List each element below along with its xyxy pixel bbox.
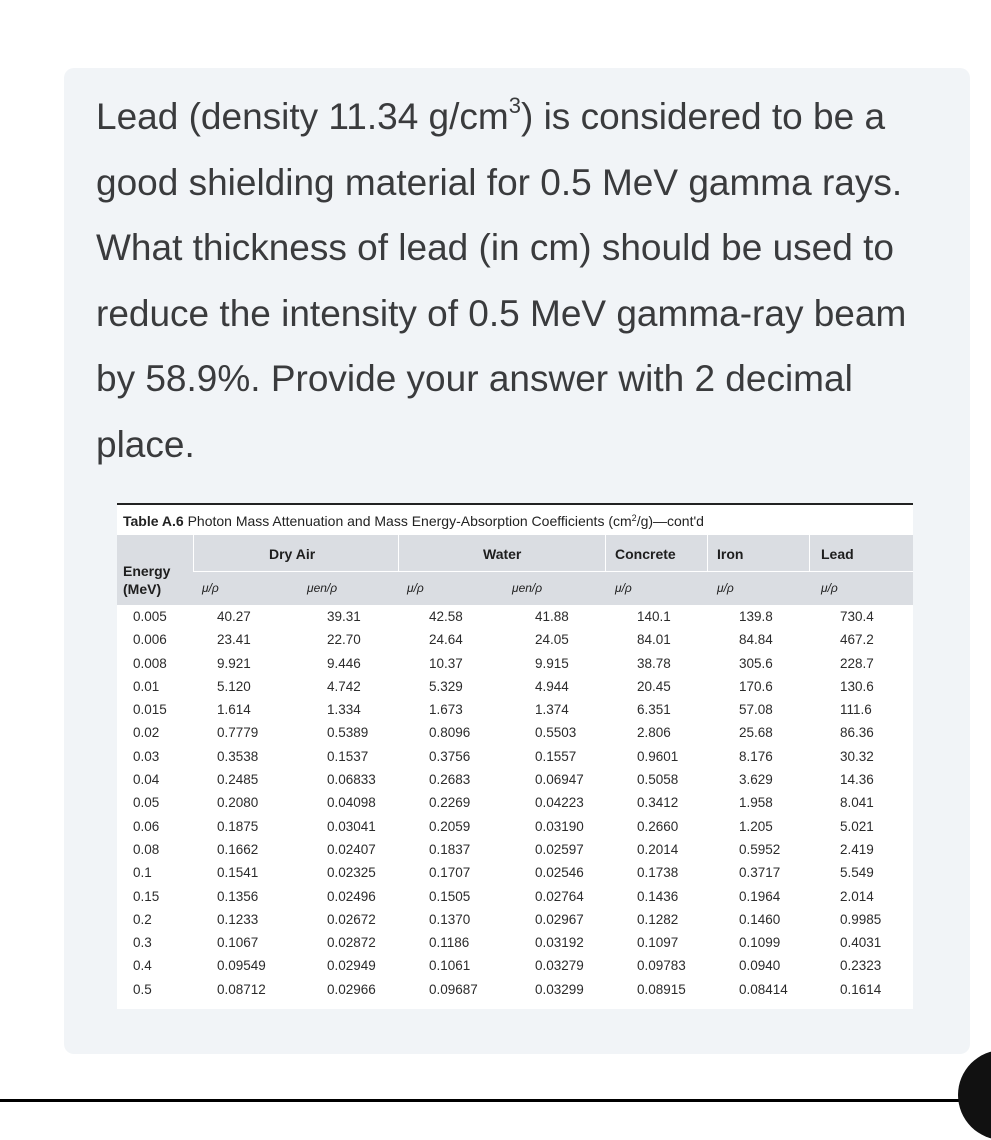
- cell-air-mu: 23.41: [217, 632, 251, 648]
- cell-water-mu: 0.1707: [429, 865, 471, 881]
- cell-water-muen: 0.5503: [535, 725, 577, 741]
- table-row: [117, 630, 913, 653]
- cell-energy: 0.006: [133, 632, 167, 648]
- cell-iron-mu: 57.08: [739, 702, 773, 718]
- cell-water-muen: 0.02764: [535, 888, 584, 904]
- cell-energy: 0.01: [133, 678, 160, 694]
- cell-air-muen: 0.1537: [327, 748, 369, 764]
- energy-unit-header: (MeV): [123, 581, 162, 597]
- table-caption-label: Table A.6: [123, 513, 184, 529]
- question-text-start: Lead (density 11.34 g/cm: [96, 96, 509, 137]
- cell-water-muen: 4.944: [535, 678, 569, 694]
- cell-concrete-mu: 0.1738: [637, 865, 679, 881]
- cell-water-mu: 24.64: [429, 632, 463, 648]
- cell-air-mu: 0.2080: [217, 795, 259, 811]
- cell-iron-mu: 1.958: [739, 795, 773, 811]
- cell-energy: 0.5: [133, 981, 152, 997]
- cell-air-muen: 0.02496: [327, 888, 376, 904]
- cell-energy: 0.3: [133, 935, 152, 951]
- cell-air-mu: 0.3538: [217, 748, 259, 764]
- cell-air-muen: 9.446: [327, 655, 361, 671]
- corner-shape: [958, 1050, 991, 1140]
- question-superscript: 3: [508, 93, 521, 118]
- cell-water-muen: 9.915: [535, 655, 569, 671]
- cell-water-muen: 0.02597: [535, 841, 584, 857]
- cell-air-mu: 0.1662: [217, 841, 259, 857]
- cell-air-mu: 0.1541: [217, 865, 259, 881]
- cell-concrete-mu: 0.5058: [637, 772, 679, 788]
- cell-concrete-mu: 0.1436: [637, 888, 679, 904]
- cell-iron-mu: 0.08414: [739, 981, 788, 997]
- cell-energy: 0.05: [133, 795, 160, 811]
- group-header-iron: Iron: [717, 546, 744, 562]
- cell-air-muen: 0.06833: [327, 772, 376, 788]
- question-text-rest: ) is considered to be a good shielding material for 0.5 MeV gamma rays. What thickness of lead (in cm) should be used to reduce the intensity of 0.5 MeV gamma-ray beam by 58.9%. Provide your answer with 2 decimal place.: [96, 96, 907, 465]
- cell-concrete-mu: 140.1: [637, 609, 671, 624]
- cell-concrete-mu: 38.78: [637, 655, 671, 671]
- cell-iron-mu: 170.6: [739, 678, 773, 694]
- subheader-iron-mu: μ/ρ: [717, 581, 734, 595]
- cell-air-mu: 0.1875: [217, 818, 259, 834]
- cell-lead-mu: 5.021: [840, 818, 874, 834]
- cell-concrete-mu: 84.01: [637, 632, 671, 648]
- cell-air-muen: 0.02325: [327, 865, 376, 881]
- cell-lead-mu: 0.2323: [840, 958, 882, 974]
- cell-air-mu: 1.614: [217, 702, 251, 718]
- cell-air-mu: 0.1233: [217, 911, 259, 927]
- cell-water-mu: 5.329: [429, 678, 463, 694]
- cell-water-mu: 0.1370: [429, 911, 471, 927]
- cell-iron-mu: 8.176: [739, 748, 773, 764]
- cell-energy: 0.03: [133, 748, 160, 764]
- cell-iron-mu: 1.205: [739, 818, 773, 834]
- subheader-lead-mu: μ/ρ: [821, 581, 838, 595]
- table-caption-tail: /g)—cont'd: [636, 513, 704, 529]
- cell-water-muen: 0.04223: [535, 795, 584, 811]
- cell-concrete-mu: 20.45: [637, 678, 671, 694]
- cell-water-muen: 0.03299: [535, 981, 584, 997]
- cell-air-muen: 22.70: [327, 632, 361, 648]
- cell-lead-mu: 111.6: [840, 702, 872, 718]
- cell-energy: 0.04: [133, 772, 160, 788]
- cell-energy: 0.02: [133, 725, 160, 741]
- cell-concrete-mu: 0.1282: [637, 911, 679, 927]
- cell-air-muen: 39.31: [327, 609, 361, 624]
- table-row: [117, 607, 913, 630]
- table-caption: [117, 503, 913, 535]
- subheader-air-mu: μ/ρ: [202, 581, 219, 595]
- cell-air-mu: 0.09549: [217, 958, 266, 974]
- cell-iron-mu: 0.1099: [739, 935, 781, 951]
- cell-concrete-mu: 0.09783: [637, 958, 686, 974]
- cell-water-muen: 24.05: [535, 632, 569, 648]
- cell-concrete-mu: 6.351: [637, 702, 671, 718]
- table-row: [117, 863, 913, 886]
- cell-lead-mu: 8.041: [840, 795, 874, 811]
- table-row: [117, 793, 913, 816]
- table-row: [117, 887, 913, 910]
- cell-lead-mu: 228.7: [840, 655, 874, 671]
- cell-water-muen: 0.02546: [535, 865, 584, 881]
- cell-water-mu: 0.1061: [429, 958, 471, 974]
- cell-water-mu: 0.1186: [429, 935, 470, 951]
- cell-air-mu: 0.1067: [217, 935, 259, 951]
- cell-energy: 0.15: [133, 888, 160, 904]
- cell-water-mu: 1.673: [429, 702, 463, 718]
- cell-iron-mu: 25.68: [739, 725, 773, 741]
- table-row: [117, 677, 913, 700]
- cell-water-muen: 0.03190: [535, 818, 584, 834]
- table-row: [117, 956, 913, 979]
- group-header-water: Water: [483, 546, 522, 562]
- cell-air-mu: 0.08712: [217, 981, 266, 997]
- cell-water-muen: 1.374: [535, 702, 569, 718]
- cell-lead-mu: 2.419: [840, 841, 874, 857]
- cell-water-muen: 0.03279: [535, 958, 584, 974]
- cell-energy: 0.2: [133, 911, 152, 927]
- bottom-divider: [0, 1099, 991, 1102]
- table-row: [117, 817, 913, 840]
- cell-water-mu: 0.8096: [429, 725, 471, 741]
- cell-air-muen: 0.02672: [327, 911, 376, 927]
- subheader-concrete-mu: μ/ρ: [615, 581, 632, 595]
- cell-iron-mu: 0.1964: [739, 888, 781, 904]
- cell-concrete-mu: 0.3412: [637, 795, 679, 811]
- cell-lead-mu: 30.32: [840, 748, 874, 764]
- cell-energy: 0.015: [133, 702, 167, 718]
- cell-water-mu: 0.09687: [429, 981, 478, 997]
- cell-lead-mu: 0.1614: [840, 981, 882, 997]
- cell-air-muen: 0.04098: [327, 795, 376, 811]
- table-row: [117, 654, 913, 677]
- cell-iron-mu: 84.84: [739, 632, 773, 648]
- cell-lead-mu: 5.549: [840, 865, 874, 881]
- cell-lead-mu: 130.6: [840, 678, 874, 694]
- table-header: [117, 535, 913, 605]
- cell-iron-mu: 0.1460: [739, 911, 781, 927]
- table-row: [117, 840, 913, 863]
- cell-iron-mu: 0.0940: [739, 958, 781, 974]
- cell-concrete-mu: 0.08915: [637, 981, 686, 997]
- cell-water-muen: 0.03192: [535, 935, 584, 951]
- cell-air-muen: 0.03041: [327, 818, 376, 834]
- cell-concrete-mu: 0.2660: [637, 818, 679, 834]
- cell-lead-mu: 467.2: [840, 632, 874, 648]
- cell-water-mu: 0.2269: [429, 795, 471, 811]
- cell-iron-mu: 0.5952: [739, 841, 781, 857]
- table-row: [117, 770, 913, 793]
- subheader-air-muen: μen/ρ: [307, 581, 338, 595]
- cell-iron-mu: 305.6: [739, 655, 773, 671]
- cell-energy: 0.4: [133, 958, 152, 974]
- group-header-lead: Lead: [821, 546, 854, 562]
- cell-concrete-mu: 0.1097: [637, 935, 679, 951]
- cell-energy: 0.005: [133, 609, 167, 624]
- cell-water-muen: 41.88: [535, 609, 569, 624]
- cell-lead-mu: 14.36: [840, 772, 874, 788]
- cell-air-mu: 0.7779: [217, 725, 259, 741]
- cell-water-mu: 0.2683: [429, 772, 471, 788]
- cell-lead-mu: 0.4031: [840, 935, 882, 951]
- cell-air-muen: 1.334: [327, 702, 361, 718]
- subheader-water-mu: μ/ρ: [407, 581, 424, 595]
- cell-air-mu: 0.2485: [217, 772, 259, 788]
- table-row: [117, 700, 913, 723]
- cell-water-mu: 42.58: [429, 609, 463, 624]
- cell-air-mu: 0.1356: [217, 888, 259, 904]
- table-row: [117, 910, 913, 933]
- cell-water-mu: 10.37: [429, 655, 463, 671]
- group-header-concrete: Concrete: [615, 546, 676, 562]
- table-row: [117, 747, 913, 770]
- question-text: [96, 84, 946, 477]
- cell-air-muen: 0.5389: [327, 725, 369, 741]
- cell-concrete-mu: 0.9601: [637, 748, 679, 764]
- cell-air-muen: 4.742: [327, 678, 361, 694]
- cell-concrete-mu: 2.806: [637, 725, 671, 741]
- cell-energy: 0.1: [133, 865, 152, 881]
- subheader-water-muen: μen/ρ: [512, 581, 543, 595]
- cell-concrete-mu: 0.2014: [637, 841, 679, 857]
- cell-water-mu: 0.2059: [429, 818, 471, 834]
- cell-iron-mu: 3.629: [739, 772, 773, 788]
- cell-water-muen: 0.1557: [535, 748, 577, 764]
- cell-air-mu: 9.921: [217, 655, 251, 671]
- cell-water-mu: 0.1837: [429, 841, 471, 857]
- cell-air-mu: 40.27: [217, 609, 251, 624]
- table-row: [117, 980, 913, 1003]
- table-body: [117, 607, 913, 1003]
- group-header-dry-air: Dry Air: [269, 546, 316, 562]
- cell-water-mu: 0.3756: [429, 748, 471, 764]
- table-caption-superscript: 2: [631, 513, 637, 523]
- table-caption-title: Photon Mass Attenuation and Mass Energy-Absorption Coefficients (cm: [187, 513, 632, 529]
- cell-air-muen: 0.02872: [327, 935, 376, 951]
- attenuation-table-image: [117, 503, 913, 1009]
- table-row: [117, 933, 913, 956]
- cell-iron-mu: 139.8: [739, 609, 773, 624]
- cell-energy: 0.06: [133, 818, 160, 834]
- cell-water-mu: 0.1505: [429, 888, 471, 904]
- cell-water-muen: 0.02967: [535, 911, 584, 927]
- cell-iron-mu: 0.3717: [739, 865, 781, 881]
- cell-energy: 0.08: [133, 841, 160, 857]
- cell-lead-mu: 2.014: [840, 888, 874, 904]
- cell-air-mu: 5.120: [217, 678, 251, 694]
- energy-header: Energy: [123, 563, 171, 579]
- cell-air-muen: 0.02949: [327, 958, 376, 974]
- cell-water-muen: 0.06947: [535, 772, 584, 788]
- cell-lead-mu: 86.36: [840, 725, 874, 741]
- cell-energy: 0.008: [133, 655, 167, 671]
- cell-air-muen: 0.02966: [327, 981, 376, 997]
- cell-lead-mu: 0.9985: [840, 911, 882, 927]
- cell-air-muen: 0.02407: [327, 841, 376, 857]
- table-row: [117, 723, 913, 746]
- cell-lead-mu: 730.4: [840, 609, 874, 624]
